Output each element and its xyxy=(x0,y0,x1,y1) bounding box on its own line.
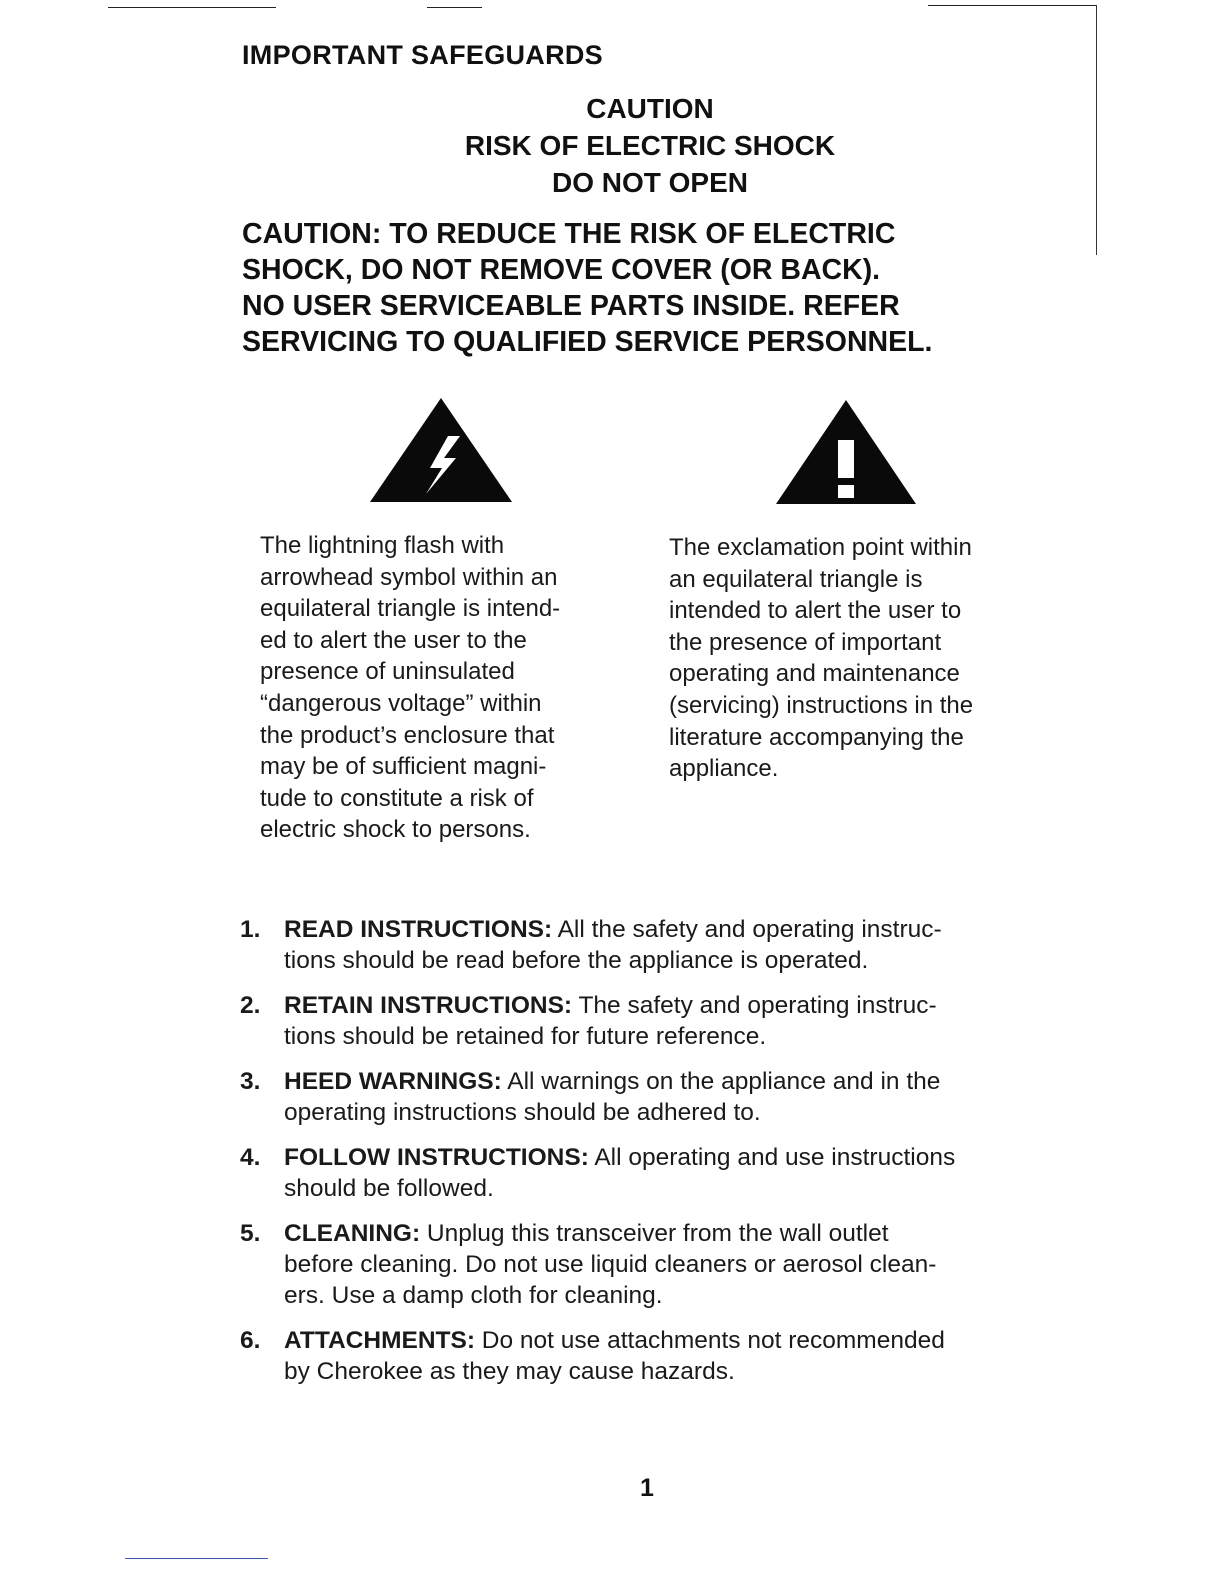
item-text-cont: operating instructions should be adhered to. xyxy=(284,1099,761,1126)
text-line: (servicing) instructions in the xyxy=(669,691,974,719)
text-line: literature accompanying the xyxy=(669,723,964,751)
item-number: 6. xyxy=(240,1327,261,1354)
text-line: presence of uninsulated xyxy=(260,658,515,686)
scan-rule-top-left xyxy=(108,7,276,8)
text-line: ed to alert the user to the xyxy=(260,626,527,654)
item-text-cont: before cleaning. Do not use liquid cleaners or aerosol clean- xyxy=(284,1251,937,1278)
caution-label-block xyxy=(400,90,900,201)
caution-line: RISK OF ELECTRIC SHOCK xyxy=(464,130,836,161)
text-line: the product’s enclosure that xyxy=(260,721,555,749)
item-term: HEED WARNINGS: xyxy=(284,1068,502,1095)
text-line: operating and maintenance xyxy=(669,660,960,688)
text-line: tude to constitute a risk of xyxy=(260,784,534,812)
item-text-cont: should be followed. xyxy=(284,1175,494,1202)
scan-rule-bottom-left xyxy=(125,1558,268,1559)
item-number: 2. xyxy=(240,992,261,1019)
item-term: CLEANING: xyxy=(284,1220,421,1247)
item-text-cont: tions should be read before the appliance is operated. xyxy=(284,947,869,974)
item-text: Do not use attachments not recommended xyxy=(474,1327,945,1354)
page-number-container xyxy=(0,1474,1224,1503)
item-number: 5. xyxy=(240,1220,261,1247)
text-line: arrowhead symbol within an xyxy=(260,563,558,591)
scan-rule-right-edge xyxy=(1096,5,1097,255)
text-line: equilateral triangle is intend- xyxy=(260,595,561,623)
text-line: may be of sufficient magni- xyxy=(260,753,547,781)
scan-rule-top-mid xyxy=(427,7,482,8)
list-item xyxy=(240,1066,1070,1128)
list-item xyxy=(240,914,1070,976)
warning-line: SERVICING TO QUALIFIED SERVICE PERSONNEL. xyxy=(242,326,933,358)
text-line: intended to alert the user to xyxy=(669,597,962,625)
item-term: RETAIN INSTRUCTIONS: xyxy=(284,992,573,1019)
text-line: electric shock to persons. xyxy=(260,816,531,844)
caution-line: CAUTION xyxy=(586,93,714,124)
lightning-triangle-icon xyxy=(368,396,514,504)
item-term: READ INSTRUCTIONS: xyxy=(284,916,553,943)
list-item xyxy=(240,1218,1070,1311)
item-text: All operating and use instructions xyxy=(588,1144,956,1171)
item-text-cont: by Cherokee as they may cause hazards. xyxy=(284,1358,735,1385)
item-text: All the safety and operating instruc- xyxy=(552,916,942,943)
text-line: The exclamation point within xyxy=(669,534,972,561)
item-text-cont: ers. Use a damp cloth for cleaning. xyxy=(284,1282,663,1309)
item-term: FOLLOW INSTRUCTIONS: xyxy=(284,1144,589,1171)
page-number: 1 xyxy=(640,1474,654,1502)
instructions-list xyxy=(240,914,1070,1401)
text-line: the presence of important xyxy=(669,628,942,656)
warning-statement xyxy=(242,216,1062,360)
text-line: “dangerous voltage” within xyxy=(260,689,542,717)
item-number: 4. xyxy=(240,1144,261,1171)
warning-line: CAUTION: TO REDUCE THE RISK OF ELECTRIC xyxy=(242,218,896,250)
list-item xyxy=(240,1142,1070,1204)
page-heading: IMPORTANT SAFEGUARDS xyxy=(242,40,603,70)
list-item xyxy=(240,990,1070,1052)
item-text-cont: tions should be retained for future reference. xyxy=(284,1023,767,1050)
item-text: The safety and operating instruc- xyxy=(572,992,937,1019)
list-item xyxy=(240,1325,1070,1387)
item-text: Unplug this transceiver from the wall outlet xyxy=(420,1220,889,1247)
warning-line: NO USER SERVICEABLE PARTS INSIDE. REFER xyxy=(242,290,900,322)
text-line: The lightning flash with xyxy=(260,532,505,559)
exclamation-symbol-description xyxy=(669,532,1049,785)
text-line: an equilateral triangle is xyxy=(669,565,923,593)
lightning-symbol-description xyxy=(260,530,650,846)
caution-line: DO NOT OPEN xyxy=(551,167,748,198)
item-term: ATTACHMENTS: xyxy=(284,1327,475,1354)
item-number: 1. xyxy=(240,916,261,943)
exclamation-triangle-icon xyxy=(774,398,918,506)
item-text: All warnings on the appliance and in the xyxy=(501,1068,941,1095)
item-number: 3. xyxy=(240,1068,261,1095)
scan-rule-top-right xyxy=(928,5,1096,6)
warning-line: SHOCK, DO NOT REMOVE COVER (OR BACK). xyxy=(242,254,881,286)
text-line: appliance. xyxy=(669,755,779,783)
